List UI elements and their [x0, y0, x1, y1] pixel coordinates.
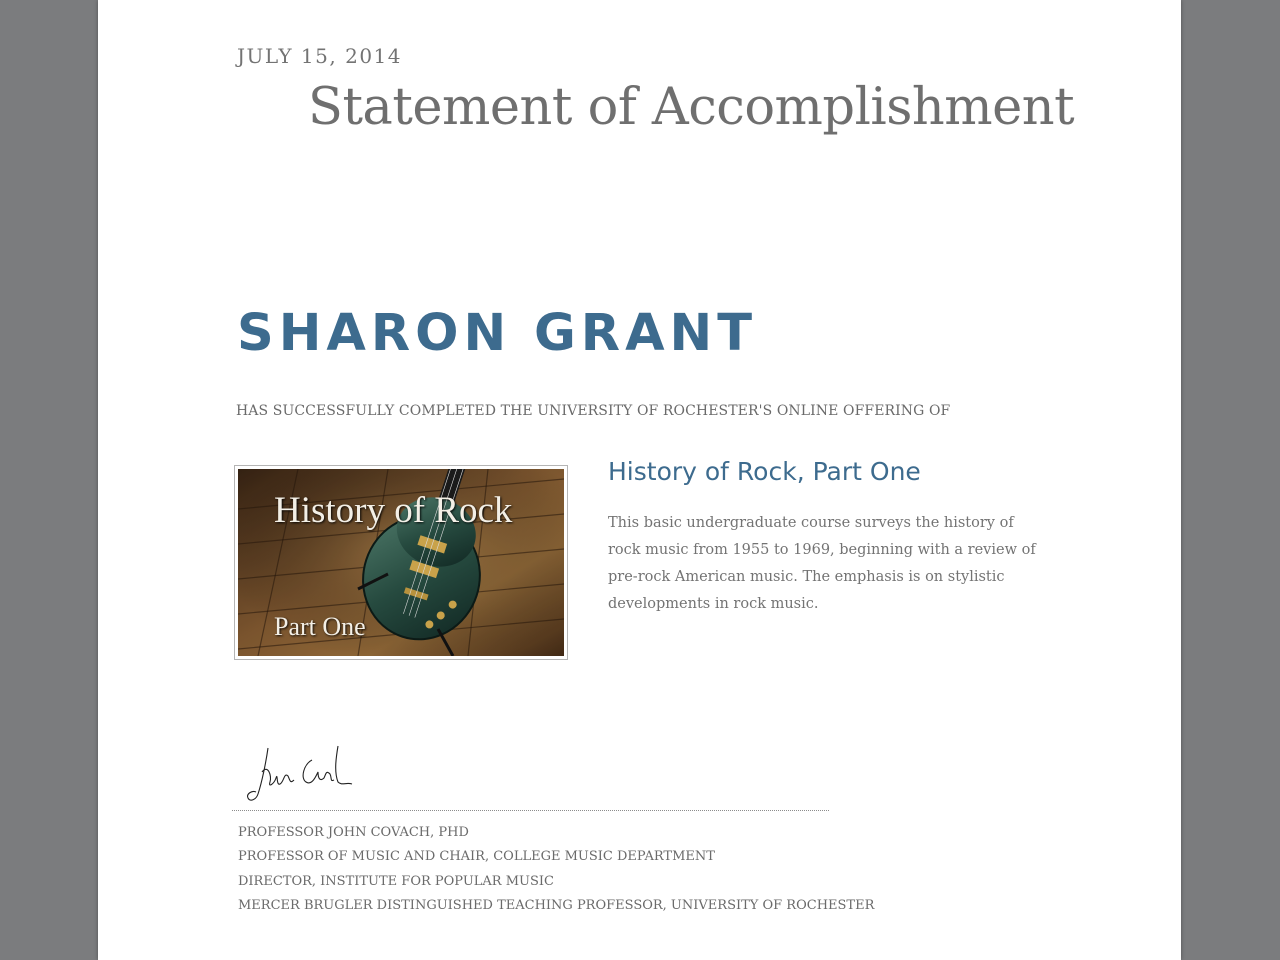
course-image-frame — [238, 469, 564, 656]
completion-statement: HAS SUCCESSFULLY COMPLETED THE UNIVERSITY OF ROCHESTER'S ONLINE OFFERING OF — [236, 403, 951, 419]
course-image-title: History of Rock — [274, 490, 513, 531]
course-image-subtitle: Part One — [274, 612, 366, 641]
certificate-page — [98, 0, 1181, 960]
signature-image — [246, 742, 356, 811]
signature-line — [232, 810, 829, 811]
course-name: History of Rock, Part One — [608, 457, 921, 486]
signatory-teaching-title: MERCER BRUGLER DISTINGUISHED TEACHING PROFESSOR, UNIVERSITY OF ROCHESTER — [238, 897, 875, 913]
course-image — [234, 465, 568, 660]
certificate-title: Statement of Accomplishment — [308, 78, 1075, 137]
certificate-date: JULY 15, 2014 — [237, 44, 402, 68]
signatory-director-title: DIRECTOR, INSTITUTE FOR POPULAR MUSIC — [238, 873, 554, 889]
signatory-title: PROFESSOR OF MUSIC AND CHAIR, COLLEGE MUSIC DEPARTMENT — [238, 849, 715, 865]
course-description: This basic undergraduate course surveys the history of rock music from 1955 to 1969, beginning with a review of pre-rock American music. The emphasis is on stylistic developments in rock music. — [608, 515, 1036, 612]
signatory-name: PROFESSOR JOHN COVACH, PHD — [238, 825, 469, 840]
signatory-details — [238, 821, 874, 918]
recipient-name: SHARON GRANT — [237, 304, 758, 363]
